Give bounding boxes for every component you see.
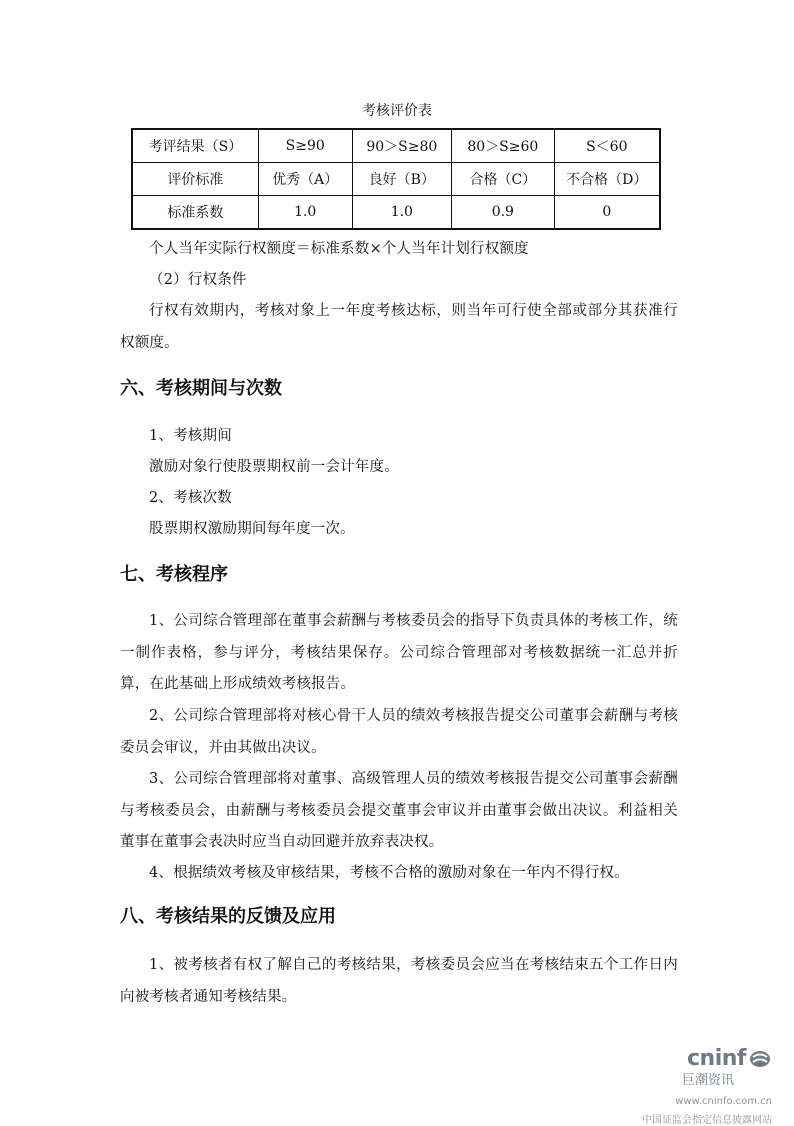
table-cell: 不合格（D） [554, 163, 660, 196]
table-row-header-cell: 评价标准 [132, 163, 258, 196]
logo-url: www.cninfo.com.cn [675, 1096, 772, 1107]
table-row-header-cell: 考评结果（S） [132, 129, 258, 163]
table-cell: S＜60 [554, 129, 660, 163]
logo-tagline: 中国证监会指定信息披露网站 [642, 1115, 772, 1126]
table-cell: 1.0 [258, 196, 352, 230]
formula-paragraph: 个人当年实际行权额度＝标准系数×个人当年计划行权额度 [149, 241, 529, 257]
section-6-item-1-text: 激励对象行使股票期权前一会计年度。 [149, 459, 399, 475]
section-6-heading: 六、考核期间与次数 [120, 378, 282, 399]
section-8-paragraph-1: 1、被考核者有权了解自己的考核结果，考核委员会应当在考核结束五个工作日内向被考核者通知考核结果。 [120, 957, 678, 1005]
section-7-paragraph-4: 4、根据绩效考核及审核结果，考核不合格的激励对象在一年内不得行权。 [149, 865, 629, 881]
section-7-paragraph-3: 3、公司综合管理部将对董事、高级管理人员的绩效考核报告提交公司董事会薪酬与考核委员会，由薪酬与考核委员会提交董事会审议并由董事会做出决议。利益相关董事在董事会表决时应当自动回避并放弃表决权。 [120, 771, 678, 850]
exercise-condition-text: 行权有效期内，考核对象上一年度考核达标，则当年可行使全部或部分其获准行权额度。 [120, 303, 678, 351]
table-cell: S≥90 [258, 129, 352, 163]
table-cell: 优秀（A） [258, 163, 352, 196]
section-6-item-2-title: 2、考核次数 [149, 490, 232, 506]
logo-chinese-name: 巨潮资讯 [681, 1073, 734, 1088]
table-caption: 考核评价表 [362, 103, 432, 119]
logo-wordmark: cninf [687, 1046, 746, 1071]
evaluation-table [131, 128, 661, 230]
table-cell: 80＞S≥60 [452, 129, 554, 163]
exercise-condition-title: （2）行权条件 [149, 272, 247, 288]
table-row [132, 196, 660, 230]
section-6-item-2-text: 股票期权激励期间每年度一次。 [149, 521, 355, 537]
table-row [132, 129, 660, 163]
table-cell: 90＞S≥80 [352, 129, 452, 163]
cninfo-logo [612, 1046, 772, 1126]
table-row-header-cell: 标准系数 [132, 196, 258, 230]
table-cell: 合格（C） [452, 163, 554, 196]
section-6-item-1-title: 1、考核期间 [149, 428, 232, 444]
table-row [132, 163, 660, 196]
table-cell: 良好（B） [352, 163, 452, 196]
logo-swirl-icon [748, 1049, 772, 1069]
table-cell: 0.9 [452, 196, 554, 230]
section-8-heading: 八、考核结果的反馈及应用 [120, 906, 336, 927]
section-7-paragraph-2: 2、公司综合管理部将对核心骨干人员的绩效考核报告提交公司董事会薪酬与考核委员会审议，并由其做出决议。 [120, 708, 678, 756]
table-cell: 0 [554, 196, 660, 230]
section-7-paragraph-1: 1、公司综合管理部在董事会薪酬与考核委员会的指导下负责具体的考核工作，统一制作表格，参与评分，考核结果保存。公司综合管理部对考核数据统一汇总并折算，在此基础上形成绩效考核报告。 [120, 613, 678, 692]
table-cell: 1.0 [352, 196, 452, 230]
section-7-heading: 七、考核程序 [120, 564, 228, 585]
